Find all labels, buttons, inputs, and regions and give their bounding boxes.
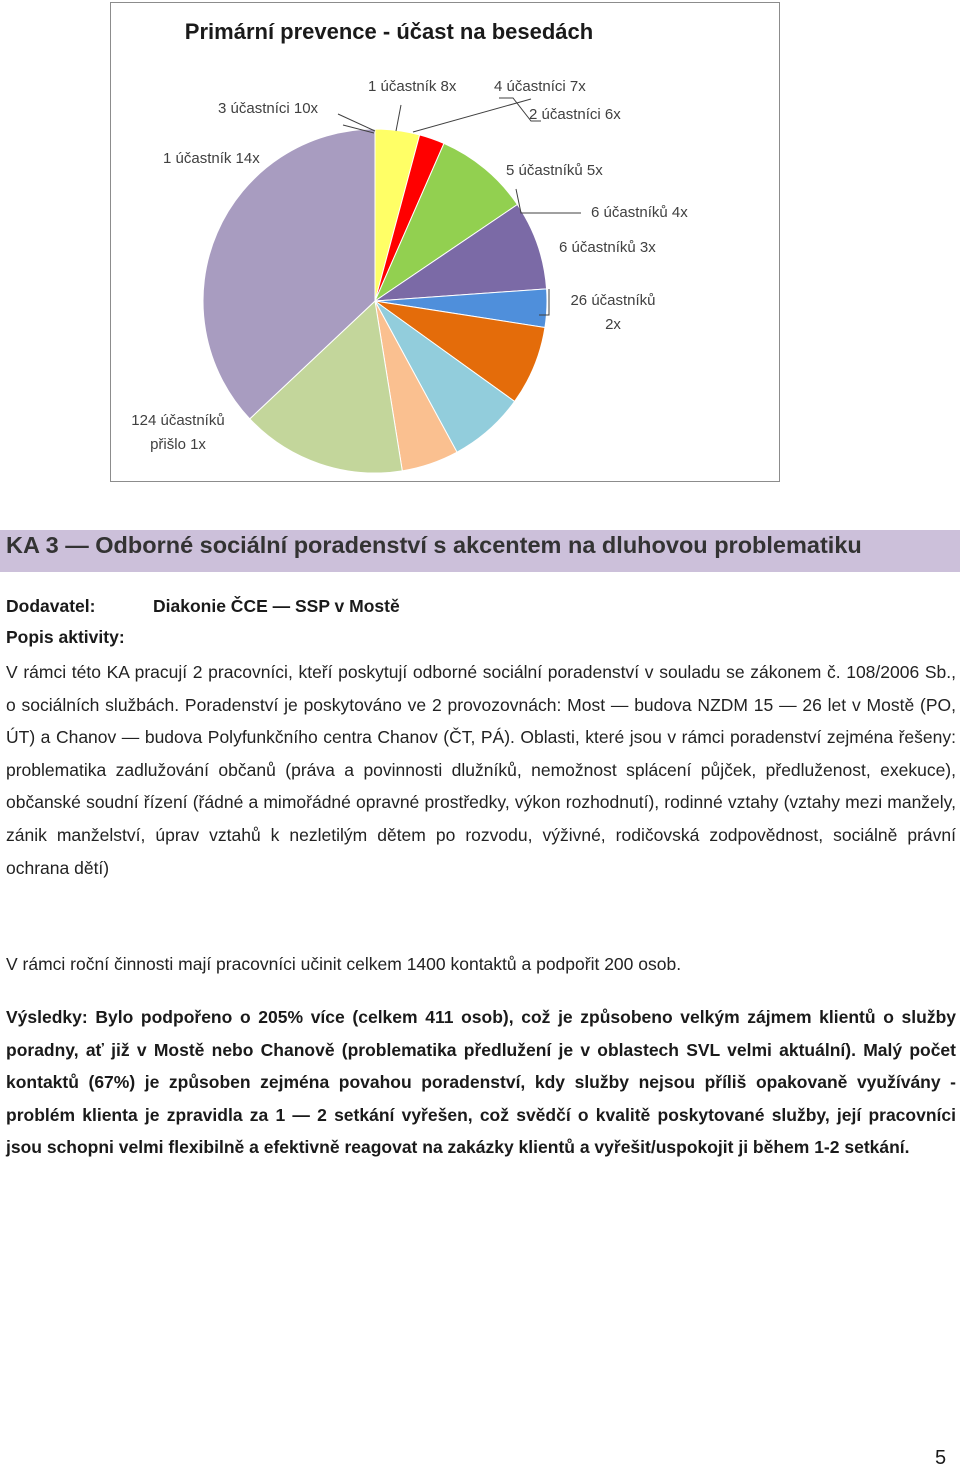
slice-label: 6 účastníků 3x xyxy=(559,239,656,256)
activity-label: Popis aktivity: xyxy=(6,627,125,647)
slice-label: 3 účastníci 10x xyxy=(218,100,319,117)
slice-label: 1 účastník 14x xyxy=(163,150,260,167)
activity-description: V rámci této KA pracují 2 pracovníci, kteří poskytují odborné sociální poradenství v souladu se zákonem č. 108/2006 Sb., o sociálních službách. Poradenství je poskytováno ve 2 provozovnách: Most — budova NZDM 15 — 26 let v Mostě (PO, ÚT) a Chanov — budova Polyfunkčního centra Chanov (ČT, PÁ). Oblasti, které jsou v rámci poradenství zejména řešeny: problematika zadlužování občanů (práva a povinnosti dlužníků, nemožnost splácení půjček, předluženost, exekuce), občanské soudní řízení (řádné a mimořádné opravné prostředky, výkon rozhodnutí), rodinné vztahy (vztahy mezi manžely, zánik manželství, úprav vztahů k nezletilým dětem po rozvodu, výživné, rodičovská zodpovědnost, sociálně právní ochrana dětí) xyxy=(6,662,956,878)
pie-chart-svg xyxy=(111,3,781,483)
slice-label: 4 účastníci 7x xyxy=(494,78,586,95)
section-title: KA 3 — Odborné sociální poradenství s akcentem na dluhovou problematiku xyxy=(6,532,862,558)
slice-label: 6 účastníků 4x xyxy=(591,204,688,221)
leader-line xyxy=(396,105,401,131)
annual-target: V rámci roční činnosti mají pracovníci učinit celkem 1400 kontaktů a podpořit 200 osob. xyxy=(6,954,682,974)
slice-label: 5 účastníků 5x xyxy=(506,162,603,179)
leader-line xyxy=(413,99,531,132)
supplier-value: Diakonie ČCE — SSP v Mostě xyxy=(153,596,400,616)
supplier-label: Dodavatel: xyxy=(6,596,96,616)
slice-label: 1 účastník 8x xyxy=(368,78,457,95)
page-number: 5 xyxy=(935,1447,947,1469)
chart-title: Primární prevence - účast na besedách xyxy=(184,19,594,44)
pie-chart xyxy=(110,2,780,482)
slice-label: 2 účastníci 6x xyxy=(529,106,621,123)
leader-line xyxy=(516,189,581,213)
slice-label: 124 účastníků přišlo 1x xyxy=(131,412,225,453)
slice-label: 26 účastníků 2x xyxy=(570,292,656,333)
results-text: Výsledky: Bylo podpořeno o 205% více (celkem 411 osob), což je způsobeno velkým zájmem klientů o služby poradny, ať již v Mostě nebo Chanově (problematika předlužení je v oblastech SVL velmi aktuální). Malý počet kontaktů (67%) je způsoben zejména povahou poradenství, kdy služby nejsou příliš opakovaně využívány - problém klienta je zpravidla za 1 — 2 setkání vyřešen, což svědčí o kvalitě poskytované služby, její pracovníci jsou schopni velmi flexibilně a efektivně reagovat na zakázky klientů a vyřešit/uspokojit ji během 1-2 setkání. xyxy=(6,1007,956,1158)
